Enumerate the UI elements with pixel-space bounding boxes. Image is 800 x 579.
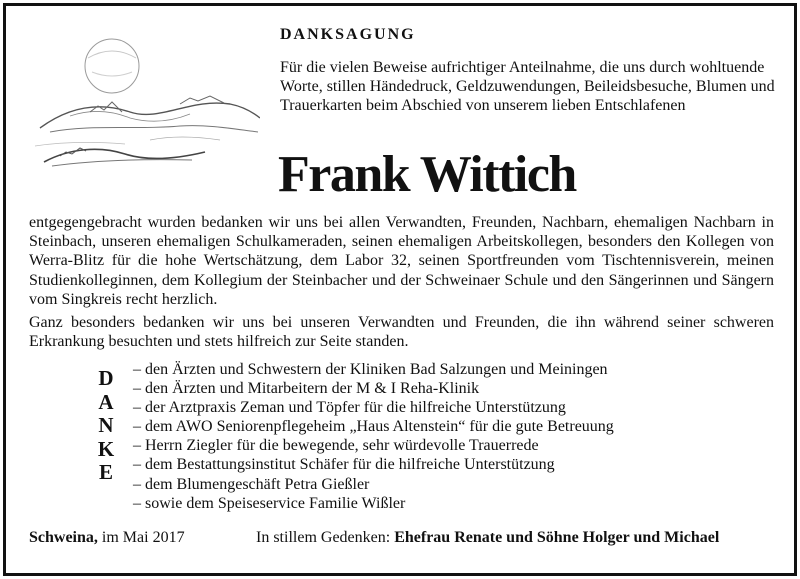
danke-letter: E	[98, 460, 113, 484]
place: Schweina,	[29, 529, 98, 546]
thanks-paragraph-family: Ganz besonders bedanken wir uns bei unseren Verwandten und Freunden, die ihn während seiner schweren Erkrankung besuchten und stets hilfreich zur Seite standen.	[29, 314, 774, 351]
thanks-list-item: – dem AWO Seniorenpflegeheim „Haus Altenstein“ für die gute Betreuung	[133, 418, 614, 436]
deceased-name: Frank Wittich	[278, 146, 576, 203]
date: im Mai 2017	[97, 529, 185, 546]
intro-text: Für die vielen Beweise aufrichtiger Anteilnahme, die uns durch wohltuende Worte, stillen Händedruck, Geldzuwendungen, Beileidsbesuche, Blumen und Trauerkarten beim Abschied von unserem lieben Entschlafenen	[280, 59, 775, 114]
thanks-paragraph-general: entgegengebracht wurden bedanken wir uns bei allen Verwandten, Freunden, Nachbarn, ehemaligen Nachbarn in Steinbach, unseren ehemaligen Schulkameraden, seinen ehemaligen Arbeitskollegen, besonders den Kollegen von Werra-Blitz für die hohe Wertschätzung, dem Labor 32, seinen Sportfreunden vom Tischtennisverein, meinen Studienkolleginnen, dem Kollegium der Steinbacher und der Schweinaer Schule und den Sängerinnen und Sängern vom Singkreis recht herzlich.	[29, 214, 774, 308]
danke-letter: A	[98, 389, 114, 414]
thanks-list-item: – den Ärzten und Mitarbeitern der M & I Reha-Klinik	[133, 380, 480, 398]
thanks-list-item: – sowie dem Speiseservice Familie Wißler	[133, 494, 406, 512]
danke-letter: K	[97, 436, 115, 461]
landscape-sun-sketch	[30, 28, 260, 178]
memorial-signature	[256, 529, 719, 547]
thanks-list-item: – dem Bestattungsinstitut Schäfer für die hilfreiche Unterstützung	[133, 456, 555, 474]
danke-letter: N	[98, 413, 114, 437]
notice-body	[29, 213, 774, 355]
thanks-list-item: – dem Blumengeschäft Petra Gießler	[133, 475, 370, 493]
thanks-list-item: – Herrn Ziegler für die bewegende, sehr würdevolle Trauerrede	[133, 437, 539, 455]
memorial-prefix: In stillem Gedenken:	[256, 529, 395, 546]
thanks-list-item: – der Arztpraxis Zeman und Töpfer für die hilfreiche Unterstützung	[133, 399, 566, 417]
danke-letters	[92, 367, 120, 485]
notice-heading: DANKSAGUNG	[280, 26, 416, 43]
danke-letter: D	[98, 366, 114, 390]
place-date	[29, 529, 185, 547]
thanks-list-item: – den Ärzten und Schwestern der Kliniken Bad Salzungen und Meiningen	[133, 361, 608, 378]
thanks-list	[133, 360, 614, 513]
family-names: Ehefrau Renate und Söhne Holger und Michael	[394, 529, 720, 546]
